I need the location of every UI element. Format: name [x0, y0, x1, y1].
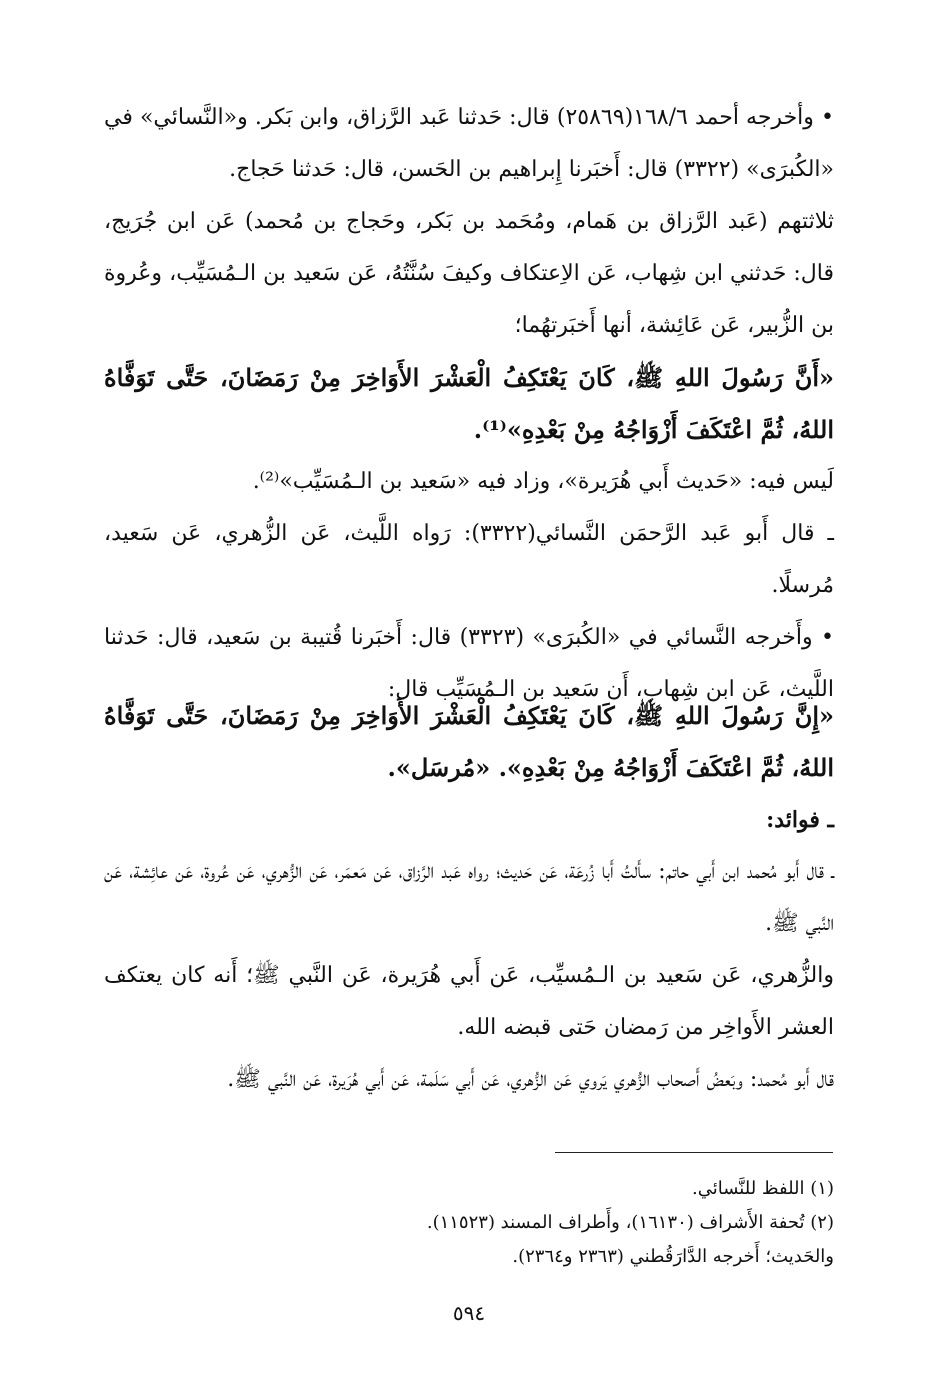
paragraph-abu-muhammad: قال أَبو مُحمد: وبَعضُ أَصحاب الزُّهري يَروي عَن الزُّهري، عَن أَبي سَلَمة، عَن أَبي هُرَيرة، عَن النَّبي ﷺ. [227, 1067, 834, 1092]
paragraph-nasai-qutayba: • وأَخرجه النَّسائي في «الكُبرَى» (٣٣٢٣) قال: أَخبَرنا قُتيبة بن سَعيد، قال: حَدثنا اللَّيث، عَن ابن شِهاب، أَن سَعيد بن الـمُسَيِّب قال: [104, 625, 834, 702]
paragraph-zuhri-said: والزُّهري، عَن سَعيد بن الـمُسيِّب، عَن أَبي هُرَيرة، عَن النَّبي ﷺ؛ أَنه كان يعتكف العشر الأَواخِر من رَمضان حَتى قبضه الله. [104, 963, 834, 1040]
footnote-1: (١) اللفظ للنَّسائي. [692, 1178, 834, 1199]
hadith-text-1: «أَنَّ رَسُولَ اللهِ ﷺ، كَانَ يَعْتَكِفُ الْعَشْرَ الأَوَاخِرَ مِنْ رَمَضَانَ، حَتَّى تَوَفَّاهُ اللهُ، ثُمَّ اعْتَكَفَ أَزْوَاجُهُ مِنْ بَعْدِهِ»⁽¹⁾. [104, 363, 834, 444]
footnote-divider [555, 1152, 833, 1153]
paragraph-ahmad-nasai-sources: • وأخرجه أحمد ١٦٨/٦(٢٥٨٦٩) قال: حَدثنا عَبد الرَّزاق، وابن بَكر. و«النَّسائي» في «الكُبرَى» (٣٣٢٢) قال: أَخبَرنا إِبراهيم بن الحَسن، قال: حَدثنا حَجاج. [104, 105, 834, 182]
paragraph-abu-hatim: ـ قال أَبو مُحمد ابن أَبي حاتم: سأَلتُ أَبا زُرعَة، عَن حَديث؛ رواه عَبد الرَّزاق، عَن مَعمَر، عَن الزُّهري، عَن عُروة، عَن عائِشة، عَن النَّبي ﷺ. [104, 859, 834, 936]
section-heading-fawaid: ـ فوائد: [766, 807, 834, 833]
paragraph-isnad-chain: ثلاثتهم (عَبد الرَّزاق بن هَمام، ومُحَمد بن بَكر، وحَجاج بن مُحمد) عَن ابن جُرَيج، قال: حَدثني ابن شِهاب، عَن الاِعتكاف وكيفَ سُنَّتُهُ، عَن سَعيد بن الـمُسَيِّب، وعُروة بن الزُّبير، عَن عَائِشة، أنها أَخبَرتهُما؛ [104, 209, 834, 338]
footnote-2: (٢) تُحفة الأَشراف (١٦١٣٠)، وأَطراف المسند (١١٥٢٣). [426, 1212, 834, 1233]
paragraph-note-abu-hurayra: لَيس فيه: «حَديث أَبي هُرَيرة»، وزاد فيه «سَعيد بن الـمُسَيِّب»⁽²⁾. [252, 469, 834, 494]
footnote-2-continuation: والحَديث؛ أَخرجه الدَّارَقُطني (٢٣٦٣ و٢٣٦٤). [512, 1246, 834, 1267]
paragraph-nasai-mursal: ـ قال أَبو عَبد الرَّحمَن النَّسائي(٣٣٢٢): رَواه اللَّيث، عَن الزُّهري، عَن سَعيد، مُرسلًا. [104, 521, 835, 598]
hadith-text-2: «إِنَّ رَسُولَ اللهِ ﷺ، كَانَ يَعْتَكِفُ الْعَشْرَ الأَوَاخِرَ مِنْ رَمَضَانَ، حَتَّى تَوَفَّاهُ اللهُ، ثُمَّ اعْتَكَفَ أَزْوَاجُهُ مِنْ بَعْدِهِ». «مُرسَل». [104, 701, 834, 782]
page-number: ٥٩٤ [452, 1301, 486, 1325]
